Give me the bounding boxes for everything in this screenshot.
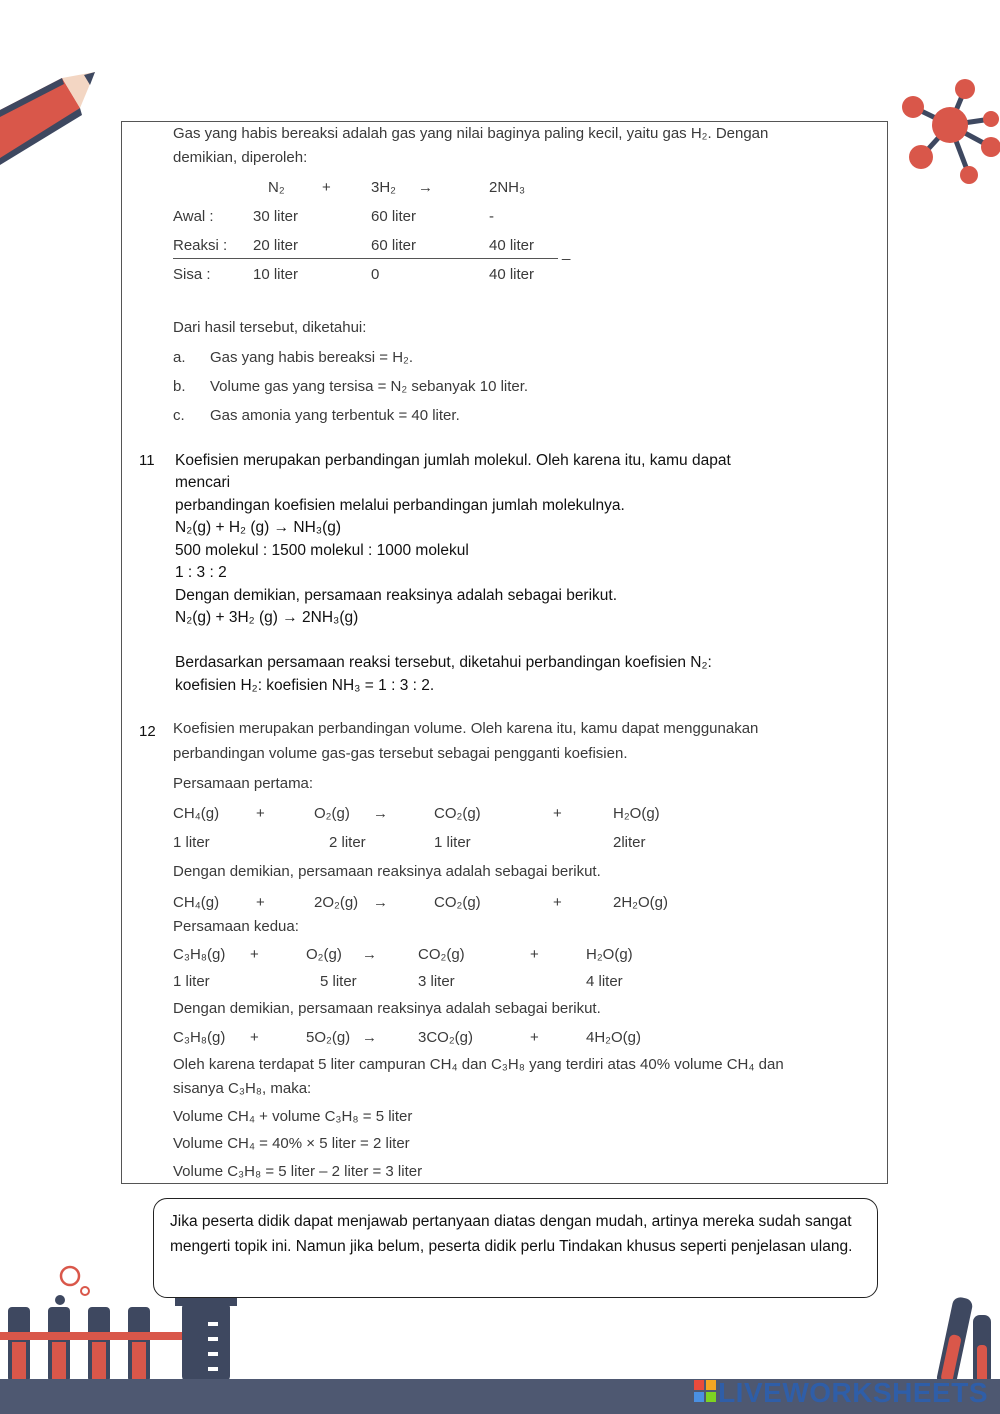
table-cell: 30 liter <box>253 208 299 225</box>
table-cell: - <box>489 208 494 225</box>
list-letter: b. <box>173 378 186 395</box>
eq-arrow: → <box>373 894 388 911</box>
q11-line: perbandingan koefisien melalui perbandingan jumlah molekulnya. <box>175 497 625 514</box>
list-item: Gas amonia yang terbentuk = 40 liter. <box>210 407 460 424</box>
q12-conclusion: Dengan demikian, persamaan reaksinya adalah sebagai berikut. <box>173 863 601 880</box>
table-header-arrow: → <box>418 179 433 196</box>
list-letter: c. <box>173 407 185 424</box>
eq-term: O₂(g) <box>314 805 350 822</box>
eq-volume: 1 liter <box>173 973 210 990</box>
eq-volume: 1 liter <box>434 834 471 851</box>
eq-plus: + <box>250 946 259 963</box>
pencil-icon <box>0 70 100 165</box>
q11-line: 500 molekul : 1500 molekul : 1000 molekul <box>175 542 469 559</box>
eq-volume: 5 liter <box>320 973 357 990</box>
table-cell: 10 liter <box>253 266 299 283</box>
eq-plus: + <box>530 946 539 963</box>
table-row-label: Reaksi : <box>173 237 228 254</box>
eq-term: 4H₂O(g) <box>586 1029 641 1046</box>
liveworksheets-logo-icon <box>694 1380 716 1402</box>
eq-term: H₂O(g) <box>586 946 633 963</box>
table-header-n2: N₂ <box>268 179 285 196</box>
eq-volume: 2liter <box>613 834 646 851</box>
eq-term: 3CO₂(g) <box>418 1029 473 1046</box>
eq-plus: + <box>553 894 562 911</box>
liveworksheets-brand[interactable]: LIVEWORKSHEETS <box>718 1377 988 1408</box>
q11-line: mencari <box>175 474 231 491</box>
question-number-11: 11 <box>139 452 155 469</box>
q11-line: koefisien H₂: koefisien NH₃ = 1 : 3 : 2. <box>175 677 435 694</box>
eq-term: H₂O(g) <box>613 805 660 822</box>
table-header-plus: + <box>322 179 331 196</box>
eq-term: C₃H₈(g) <box>173 946 226 963</box>
eq-plus: + <box>256 805 265 822</box>
result-intro: Dari hasil tersebut, diketahui: <box>173 319 367 336</box>
eq-arrow: → <box>373 805 388 822</box>
eq-plus: + <box>256 894 265 911</box>
table-header-2nh3: 2NH₃ <box>489 179 526 196</box>
table-cell: 60 liter <box>371 237 417 254</box>
table-row-label: Sisa : <box>173 266 211 283</box>
flask-icon <box>925 1295 1000 1385</box>
table-minus: _ <box>562 244 571 261</box>
table-cell: 40 liter <box>489 266 535 283</box>
eq-term: CH₄(g) <box>173 805 220 822</box>
eq-plus: + <box>553 805 562 822</box>
q12-calculation: Volume CH₄ + volume C₃H₈ = 5 liter <box>173 1108 413 1125</box>
molecule-icon <box>893 77 1000 187</box>
q11-equation: N₂(g) + H₂ (g) → NH₃(g) <box>175 519 342 536</box>
table-divider <box>173 258 558 259</box>
feedback-note: Jika peserta didik dapat menjawab pertanyaan diatas dengan mudah, artinya mereka sudah sangat mengerti topik ini. Namun jika belum, peserta didik perlu Tindakan khusus seperti penjelasan ulang. <box>153 1198 878 1298</box>
eq-arrow: → <box>362 1029 377 1046</box>
eq-volume: 4 liter <box>586 973 623 990</box>
eq-term: 2O₂(g) <box>314 894 359 911</box>
list-item: Volume gas yang tersisa = N₂ sebanyak 10 liter. <box>210 378 529 395</box>
q12-conclusion-2: Dengan demikian, persamaan reaksinya adalah sebagai berikut. <box>173 1000 601 1017</box>
list-letter: a. <box>173 349 186 366</box>
eq-term: CH₄(g) <box>173 894 220 911</box>
eq-volume: 1 liter <box>173 834 210 851</box>
intro-line-1: Gas yang habis bereaksi adalah gas yang nilai baginya paling kecil, yaitu gas H₂. Dengan <box>173 125 769 142</box>
q11-line: Berdasarkan persamaan reaksi tersebut, diketahui perbandingan koefisien N₂: <box>175 654 712 671</box>
table-cell: 0 <box>371 266 380 283</box>
q12-calculation: Volume C₃H₈ = 5 liter – 2 liter = 3 liter <box>173 1163 423 1180</box>
eq-plus: + <box>530 1029 539 1046</box>
eq-term: O₂(g) <box>306 946 342 963</box>
q12-mixture-line-1: Oleh karena terdapat 5 liter campuran CH₄ dan C₃H₈ yang terdiri atas 40% volume CH₄ dan <box>173 1056 784 1073</box>
eq-volume: 2 liter <box>329 834 366 851</box>
eq-plus: + <box>250 1029 259 1046</box>
question-number-12: 12 <box>139 723 156 740</box>
eq-term: C₃H₈(g) <box>173 1029 226 1046</box>
q11-equation: N₂(g) + 3H₂ (g) → 2NH₃(g) <box>175 609 359 626</box>
q12-line-2: perbandingan volume gas-gas tersebut sebagai pengganti koefisien. <box>173 745 628 762</box>
table-cell: 20 liter <box>253 237 299 254</box>
table-cell: 60 liter <box>371 208 417 225</box>
eq-term: 2H₂O(g) <box>613 894 668 911</box>
table-cell: 40 liter <box>489 237 535 254</box>
table-header-3h2: 3H₂ <box>371 179 396 196</box>
q11-ratio: 1 : 3 : 2 <box>175 564 227 581</box>
eq-term: CO₂(g) <box>434 894 481 911</box>
q12-calculation: Volume CH₄ = 40% × 5 liter = 2 liter <box>173 1135 410 1152</box>
eq-term: CO₂(g) <box>418 946 465 963</box>
q12-first-title: Persamaan pertama: <box>173 775 314 792</box>
eq-term: 5O₂(g) <box>306 1029 351 1046</box>
q12-line-1: Koefisien merupakan perbandingan volume. Oleh karena itu, kamu dapat menggunakan <box>173 720 759 737</box>
eq-term: CO₂(g) <box>434 805 481 822</box>
list-item: Gas yang habis bereaksi = H₂. <box>210 349 414 366</box>
q12-second-title: Persamaan kedua: <box>173 918 299 935</box>
q11-line: Dengan demikian, persamaan reaksinya adalah sebagai berikut. <box>175 587 618 604</box>
table-row-label: Awal : <box>173 208 214 225</box>
intro-line-2: demikian, diperoleh: <box>173 149 308 166</box>
q12-mixture-line-2: sisanya C₃H₈, maka: <box>173 1080 312 1097</box>
eq-arrow: → <box>362 946 377 963</box>
eq-volume: 3 liter <box>418 973 455 990</box>
q11-line: Koefisien merupakan perbandingan jumlah molekul. Oleh karena itu, kamu dapat <box>175 452 731 469</box>
